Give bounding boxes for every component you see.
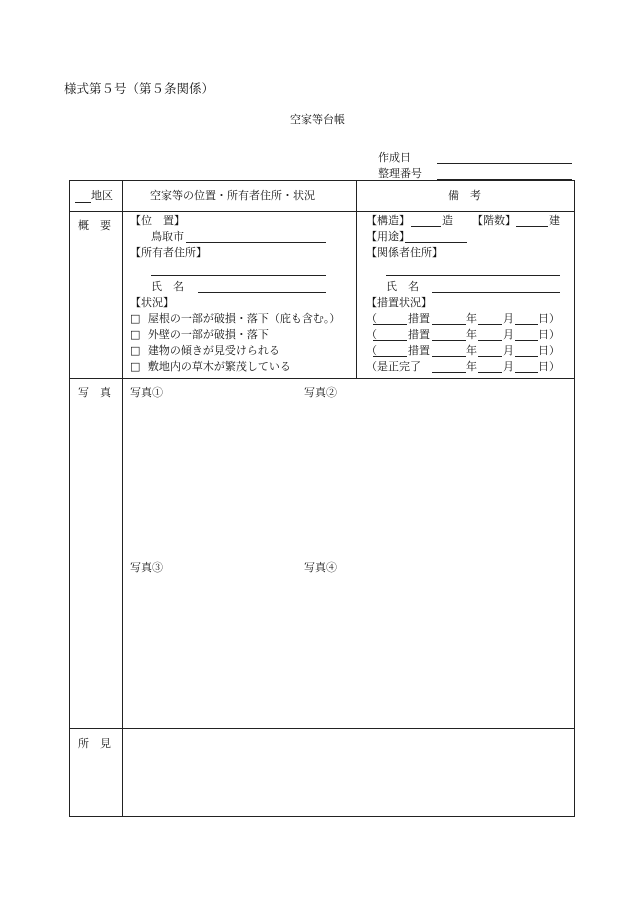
day-field[interactable]: [515, 356, 538, 357]
month-field[interactable]: [478, 356, 502, 357]
related-address-heading: 【関係者住所】: [366, 246, 443, 259]
remarks-column-divider: [356, 180, 357, 378]
table-right-border: [574, 180, 575, 816]
floors-unit: 建: [549, 214, 560, 227]
remarks-header: 備 考: [448, 189, 481, 202]
document-title: 空家等台帳: [290, 113, 345, 126]
checkbox-icon[interactable]: □: [130, 312, 141, 325]
checkbox-icon[interactable]: □: [130, 328, 141, 341]
related-name-label: 氏 名: [386, 280, 419, 293]
use-field[interactable]: [405, 242, 467, 243]
year-field[interactable]: [432, 324, 466, 325]
location-heading: 【位 置】: [130, 214, 185, 227]
structure-field[interactable]: [411, 226, 441, 227]
findings-area[interactable]: [124, 730, 573, 815]
year-field[interactable]: [432, 340, 466, 341]
location-owner-status-header: 空家等の位置・所有者住所・状況: [150, 189, 315, 202]
city-prefix: 鳥取市: [151, 230, 184, 243]
photo-slot-2-label: 写真②: [304, 386, 337, 399]
month-label: 月: [503, 344, 514, 357]
checkbox-icon[interactable]: □: [130, 360, 141, 373]
photo-row-label: 写 真: [78, 386, 111, 399]
overview-row-label: 概 要: [78, 219, 111, 232]
status-item[interactable]: [130, 360, 291, 374]
correction-label: （是正完了: [366, 360, 421, 373]
measure-type-field[interactable]: [373, 324, 407, 325]
day-label: 日）: [538, 328, 560, 341]
month-label: 月: [503, 328, 514, 341]
table-bottom-border: [69, 816, 575, 817]
day-field[interactable]: [515, 324, 538, 325]
checkbox-icon[interactable]: □: [130, 344, 141, 357]
owner-address-field[interactable]: [151, 275, 326, 276]
measure-label: 措置: [408, 344, 430, 357]
year-field[interactable]: [432, 356, 466, 357]
related-address-field[interactable]: [386, 275, 560, 276]
status-item-label: 外壁の一部が破損・落下: [147, 328, 269, 341]
district-input[interactable]: [75, 202, 91, 203]
status-item-label: 建物の傾きが見受けられる: [147, 344, 280, 357]
owner-name-label: 氏 名: [151, 280, 184, 293]
measure-open-paren: （: [366, 344, 377, 357]
day-label: 日）: [538, 344, 560, 357]
measure-type-field[interactable]: [373, 356, 407, 357]
form-number: 様式第５号（第５条関係）: [64, 81, 215, 96]
year-label: 年: [466, 344, 477, 357]
management-number-label: 整理番号: [378, 167, 422, 180]
year-label: 年: [466, 312, 477, 325]
year-label: 年: [466, 328, 477, 341]
day-label: 日）: [538, 360, 560, 373]
month-field[interactable]: [478, 372, 502, 373]
photo-slot-4-label: 写真④: [304, 561, 337, 574]
month-label: 月: [503, 312, 514, 325]
photo-slot-1-label: 写真①: [130, 386, 163, 399]
findings-row-label: 所 見: [78, 737, 111, 750]
structure-unit: 造: [442, 214, 453, 227]
header-divider: [69, 211, 575, 212]
created-date-field[interactable]: [437, 163, 572, 164]
status-item[interactable]: [130, 344, 280, 358]
table-left-border: [69, 180, 70, 816]
photo-slot-3-label: 写真③: [130, 561, 163, 574]
measure-type-field[interactable]: [373, 340, 407, 341]
structure-heading: 【構造】: [366, 214, 410, 227]
measure-open-paren: （: [366, 312, 377, 325]
floors-field[interactable]: [516, 226, 548, 227]
owner-address-heading: 【所有者住所】: [130, 246, 207, 259]
measures-heading: 【措置状況】: [366, 296, 432, 309]
year-label: 年: [466, 360, 477, 373]
floors-heading: 【階数】: [472, 214, 516, 227]
month-field[interactable]: [478, 324, 502, 325]
label-column-divider: [122, 180, 123, 816]
measure-label: 措置: [408, 312, 430, 325]
status-item[interactable]: [130, 328, 269, 342]
day-field[interactable]: [515, 340, 538, 341]
photo-divider: [69, 728, 575, 729]
created-date-label: 作成日: [378, 151, 411, 164]
day-label: 日）: [538, 312, 560, 325]
use-heading: 【用途】: [366, 230, 410, 243]
status-item-label: 敷地内の草木が繁茂している: [147, 360, 291, 373]
month-label: 月: [503, 360, 514, 373]
status-item[interactable]: [130, 312, 340, 326]
year-field[interactable]: [432, 372, 466, 373]
owner-name-field[interactable]: [198, 292, 326, 293]
related-name-field[interactable]: [432, 292, 560, 293]
day-field[interactable]: [515, 372, 538, 373]
status-item-label: 屋根の一部が破損・落下（庇も含む。）: [147, 312, 341, 325]
measure-open-paren: （: [366, 328, 377, 341]
measure-label: 措置: [408, 328, 430, 341]
table-top-border: [69, 180, 575, 181]
status-heading: 【状況】: [130, 296, 174, 309]
location-address-field[interactable]: [186, 242, 326, 243]
overview-divider: [69, 378, 575, 379]
district-label: 地区: [91, 189, 113, 202]
month-field[interactable]: [478, 340, 502, 341]
